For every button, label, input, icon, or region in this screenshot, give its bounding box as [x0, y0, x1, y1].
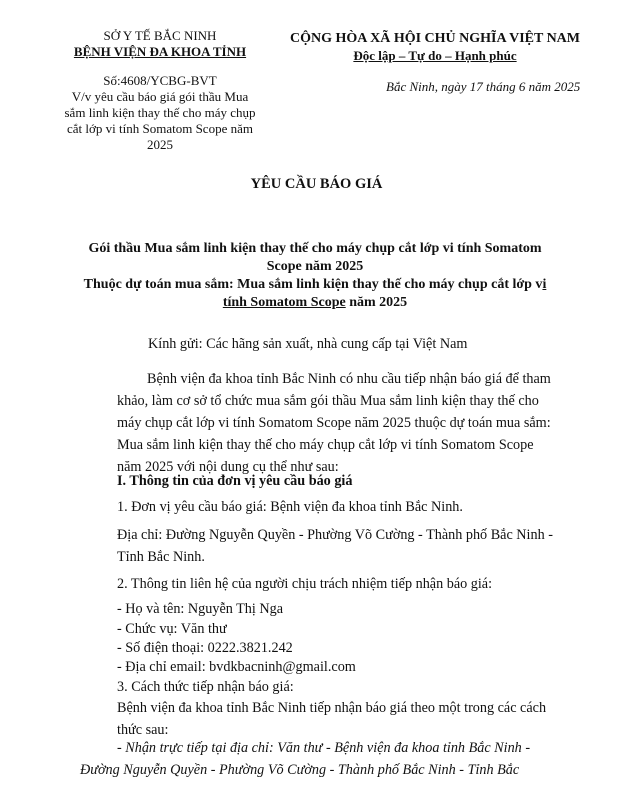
header-left: [60, 28, 260, 153]
intro-text: Bệnh viện đa khoa tỉnh Bắc Ninh có nhu cầu tiếp nhận báo giá để tham khảo, làm cơ sở tổ chức mua sắm gói thầu Mua sắm linh kiện thay thế cho máy chụp cắt lớp vi tính Somatom Scope năm 2025 thuộc dự toán mua sắm: Mua sắm linh kiện thay thế cho máy chụp cắt lớp vi tính Somatom Scope năm 2025 với nội dung cụ thể như sau:: [117, 371, 551, 475]
contact-name: - Họ và tên: Nguyễn Thị Nga: [117, 601, 284, 617]
section1-item3: 3. Cách thức tiếp nhận báo giá:: [117, 679, 294, 695]
doc-number: Số:4608/YCBG-BVT: [103, 73, 217, 88]
contact-phone: - Số điện thoại: 0222.3821.242: [117, 640, 293, 656]
package-line1: Gói thầu Mua sắm linh kiện thay thế cho máy chụp cắt lớp vi tính Somatom Scope năm 2025: [88, 241, 542, 274]
address-text: Địa chỉ: Đường Nguyễn Quyền - Phường Võ Cường - Thành phố Bắc Ninh - Tỉnh Bắc Ninh.: [117, 527, 553, 565]
section1-heading: I. Thông tin của đơn vị yêu cầu báo giá: [117, 473, 353, 489]
org-name: BỆNH VIỆN ĐA KHOA TỈNH: [73, 44, 247, 59]
package-title: [70, 240, 560, 312]
package-line2-c: năm 2025: [345, 295, 408, 310]
package-line2-underlined: i tính Somatom Scope: [222, 277, 547, 310]
place-date: Bắc Ninh, ngày 17 tháng 6 năm 2025: [386, 79, 581, 94]
org-parent: SỞ Y TẾ BẮC NINH: [103, 28, 217, 43]
intro-paragraph: [117, 368, 560, 478]
contact-position: - Chức vụ: Văn thư: [117, 621, 227, 637]
document-title: YÊU CẦU BÁO GIÁ: [250, 176, 383, 192]
doc-subject: V/v yêu cầu báo giá gói thầu Mua sắm linh kiện thay thế cho máy chụp cắt lớp vi tính Somatom Scope năm 2025: [64, 89, 256, 152]
receive-intro: Bệnh viện đa khoa tỉnh Bắc Ninh tiếp nhận báo giá theo một trong các cách thức sau:: [117, 700, 547, 738]
section1-item1: 1. Đơn vị yêu cầu báo giá: Bệnh viện đa khoa tỉnh Bắc Ninh.: [117, 499, 463, 515]
receive-direct: - Nhận trực tiếp tại địa chỉ: Văn thư - Bệnh viện đa khoa tỉnh Bắc Ninh - Đường Nguyễn Quyền - Phường Võ Cường - Thành phố Bắc Ninh - Tỉnh Bắc: [80, 740, 531, 778]
section1-item2: 2. Thông tin liên hệ của người chịu trách nhiệm tiếp nhận báo giá:: [117, 576, 493, 592]
country-name: CỘNG HÒA XÃ HỘI CHỦ NGHĨA VIỆT NAM: [289, 31, 580, 46]
package-line2: [70, 276, 560, 312]
greeting: Kính gửi: Các hãng sản xuất, nhà cung cấp tại Việt Nam: [148, 336, 468, 352]
national-motto: Độc lập – Tự do – Hạnh phúc: [353, 48, 517, 63]
section1-address: [117, 524, 560, 568]
header-right: [285, 30, 585, 64]
package-line2-a: Thuộc dự toán mua sắm: Mua sắm linh kiện thay thế cho máy chụp cắt lớp v: [83, 277, 543, 292]
contact-email: - Địa chỉ email: bvdkbacninh@gmail.com: [117, 659, 356, 675]
